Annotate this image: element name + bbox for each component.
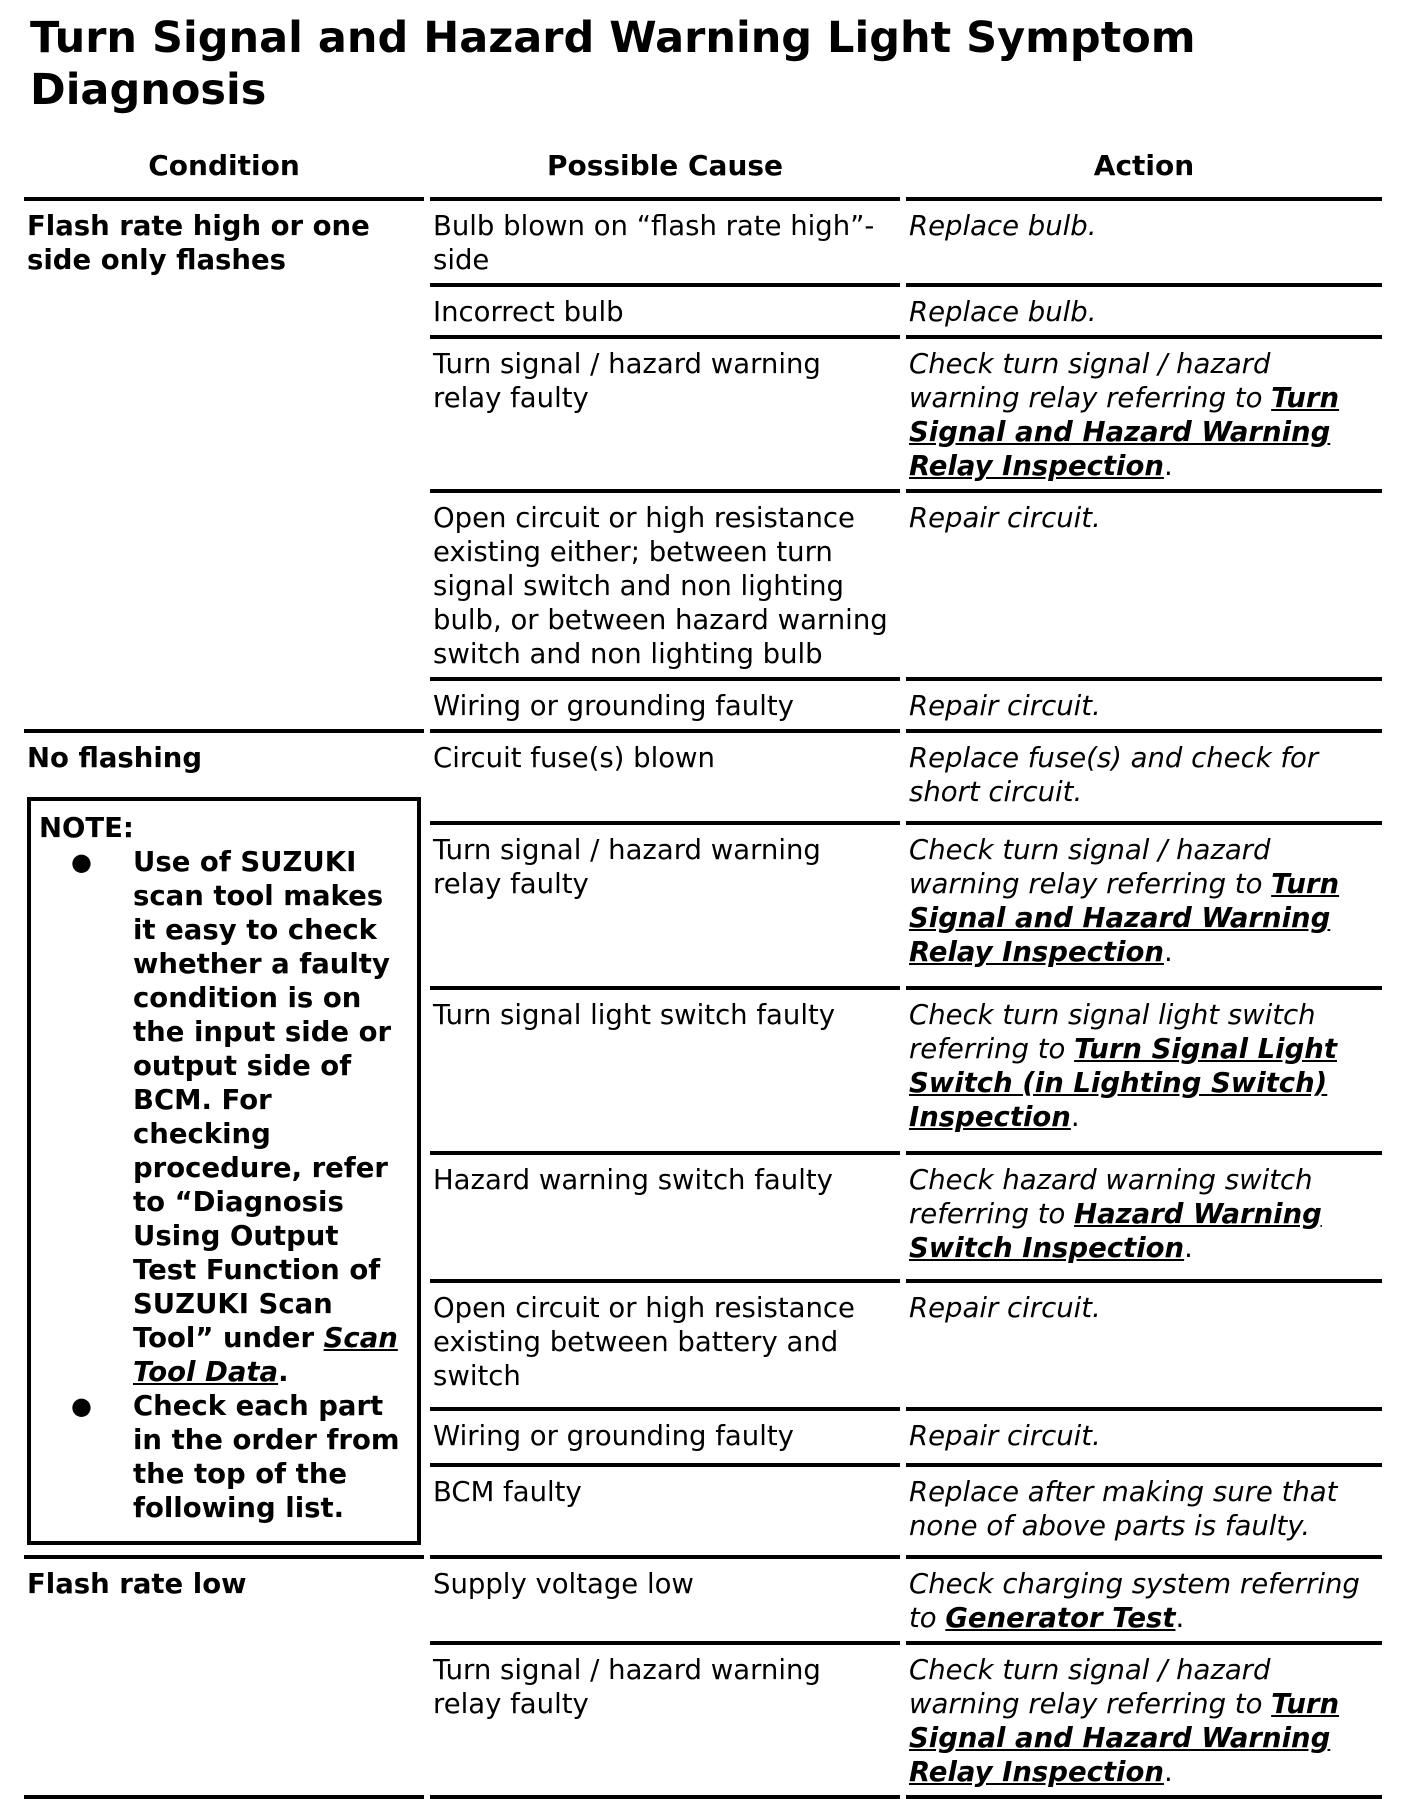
action-cell: Repair circuit. [906, 1411, 1382, 1467]
header-condition: Condition [24, 143, 424, 201]
action-cell: Check charging system referring to Generator Test. [906, 1559, 1382, 1645]
action-cell: Check turn signal light switch referring to Turn Signal Light Switch (in Lighting Switch) Inspection. [906, 990, 1382, 1155]
action-cell: Replace bulb. [906, 201, 1382, 287]
light-switch-inspection-link[interactable]: Turn Signal Light Switch (in Lighting Switch) Inspection [909, 1032, 1337, 1133]
generator-test-link[interactable]: Generator Test [945, 1602, 1176, 1634]
cause-cell: Turn signal / hazard warning relay faulty [430, 1645, 900, 1799]
action-cell: Check turn signal / hazard warning relay referring to Turn Signal and Hazard Warning Relay Inspection. [906, 339, 1382, 493]
cause-cell: Wiring or grounding faulty [430, 681, 900, 733]
condition-cell: Flash rate low [24, 1559, 424, 1799]
cause-cell: Turn signal / hazard warning relay faulty [430, 339, 900, 493]
cause-cell: BCM faulty [430, 1467, 900, 1559]
cause-cell: Bulb blown on “flash rate high”-side [430, 201, 900, 287]
cause-cell: Incorrect bulb [430, 287, 900, 339]
action-cell: Replace after making sure that none of above parts is faulty. [906, 1467, 1382, 1559]
title-line-1: Turn Signal and Hazard Warning Light Symptom [30, 13, 1196, 63]
header-cause: Possible Cause [430, 143, 900, 201]
cause-cell: Open circuit or high resistance existing between battery and switch [430, 1283, 900, 1411]
action-cell: Repair circuit. [906, 1283, 1382, 1411]
condition-cell: Flash rate high or one side only flashes [24, 201, 424, 733]
action-cell: Check turn signal / hazard warning relay referring to Turn Signal and Hazard Warning Relay Inspection. [906, 1645, 1382, 1799]
scan-tool-data-link[interactable]: Scan Tool Data [133, 1322, 398, 1388]
table-row [24, 1559, 1382, 1645]
cause-cell: Turn signal / hazard warning relay faulty [430, 825, 900, 990]
title-line-2: Diagnosis [30, 65, 267, 115]
condition-cell [24, 733, 424, 1559]
note-bullet: ● Check each part in the order from the top of the following list. [71, 1390, 400, 1524]
cause-cell: Circuit fuse(s) blown [430, 733, 900, 825]
relay-inspection-link[interactable]: Turn Signal and Hazard Warning Relay Inspection [909, 1688, 1340, 1788]
action-cell: Check turn signal / hazard warning relay referring to Turn Signal and Hazard Warning Relay Inspection. [906, 825, 1382, 990]
cause-cell: Wiring or grounding faulty [430, 1411, 900, 1467]
table-row [24, 201, 1382, 287]
cause-cell: Open circuit or high resistance existing either; between turn signal switch and non lighting bulb, or between hazard warning switch and non lighting bulb [430, 493, 900, 681]
page-title [30, 12, 1330, 116]
cause-cell: Hazard warning switch faulty [430, 1155, 900, 1283]
note-label: NOTE: [39, 812, 134, 844]
cause-cell: Turn signal light switch faulty [430, 990, 900, 1155]
relay-inspection-link[interactable]: Turn Signal and Hazard Warning Relay Inspection [909, 868, 1340, 968]
action-cell: Replace bulb. [906, 287, 1382, 339]
table-row [24, 733, 1382, 825]
header-row [24, 143, 1382, 201]
cause-cell: Supply voltage low [430, 1559, 900, 1645]
note-box [27, 797, 421, 1545]
hazard-switch-inspection-link[interactable]: Hazard Warning Switch Inspection [909, 1197, 1322, 1264]
action-cell: Check hazard warning switch referring to Hazard Warning Switch Inspection. [906, 1155, 1382, 1283]
action-cell: Replace fuse(s) and check for short circuit. [906, 733, 1382, 825]
bullet-icon: ● [71, 1392, 92, 1420]
header-action: Action [906, 143, 1382, 201]
action-cell: Repair circuit. [906, 681, 1382, 733]
condition-label: No flashing [27, 742, 203, 774]
relay-inspection-link[interactable]: Turn Signal and Hazard Warning Relay Inspection [909, 382, 1340, 482]
bullet-icon: ● [71, 848, 92, 876]
note-bullet: ● Use of SUZUKI scan tool makes it easy to check whether a faulty condition is on the input side or output side of BCM. For checking procedure, refer to “Diagnosis Using Output Test Function of SUZUKI Scan Tool” under Scan Tool Data. [71, 846, 398, 1388]
diagnosis-table [18, 143, 1388, 1799]
action-cell: Repair circuit. [906, 493, 1382, 681]
